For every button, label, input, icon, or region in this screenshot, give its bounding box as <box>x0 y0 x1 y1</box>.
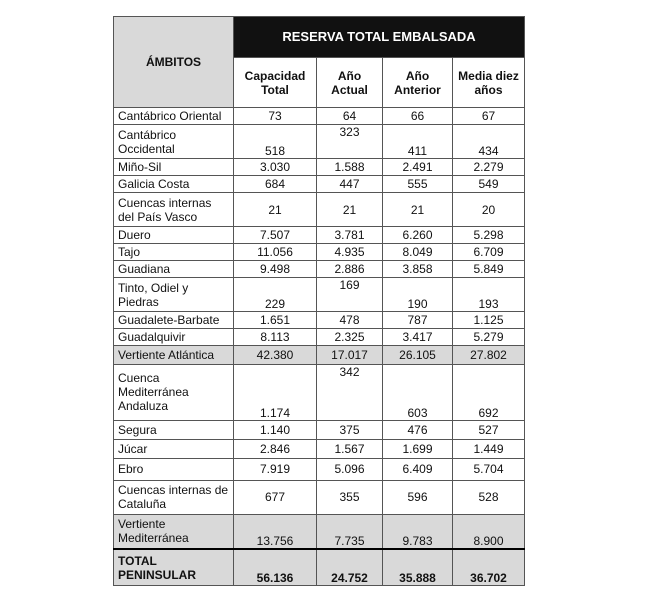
cell-actual: 17.017 <box>317 346 383 364</box>
cell-anterior: 8.049 <box>383 244 453 261</box>
cell-actual: 375 <box>317 420 383 439</box>
cell-capacidad: 11.056 <box>234 244 317 261</box>
cell-media: 8.900 <box>453 514 525 549</box>
header-ambitos: ÁMBITOS <box>114 17 234 108</box>
cell-anterior: 6.409 <box>383 459 453 480</box>
row-name: Ebro <box>114 459 234 480</box>
cell-actual: 64 <box>317 108 383 125</box>
cell-actual: 355 <box>317 480 383 514</box>
row-name: Tinto, Odiel y Piedras <box>114 278 234 312</box>
cell-anterior: 2.491 <box>383 159 453 176</box>
row-name: Cuencas internas del País Vasco <box>114 193 234 227</box>
cell-actual: 3.781 <box>317 227 383 244</box>
cell-media: 5.704 <box>453 459 525 480</box>
total-actual: 24.752 <box>317 549 383 585</box>
cell-anterior: 6.260 <box>383 227 453 244</box>
cell-media: 5.279 <box>453 329 525 346</box>
cell-media: 434 <box>453 125 525 159</box>
header-media-diez-anos: Media diez años <box>453 58 525 108</box>
cell-capacidad: 7.919 <box>234 459 317 480</box>
cell-anterior: 411 <box>383 125 453 159</box>
cell-actual: 7.735 <box>317 514 383 549</box>
cell-media: 20 <box>453 193 525 227</box>
cell-media: 193 <box>453 278 525 312</box>
row-name: Cuenca Mediterránea Andaluza <box>114 364 234 420</box>
subtotal-row <box>114 514 525 549</box>
cell-media: 692 <box>453 364 525 420</box>
table-row <box>114 364 525 420</box>
cell-capacidad: 684 <box>234 176 317 193</box>
row-name: Segura <box>114 420 234 439</box>
cell-anterior: 3.417 <box>383 329 453 346</box>
row-name: Miño-Sil <box>114 159 234 176</box>
cell-capacidad: 13.756 <box>234 514 317 549</box>
table-row <box>114 278 525 312</box>
cell-capacidad: 21 <box>234 193 317 227</box>
total-anterior: 35.888 <box>383 549 453 585</box>
table-row <box>114 420 525 439</box>
cell-capacidad: 1.174 <box>234 364 317 420</box>
table-row <box>114 108 525 125</box>
cell-anterior: 190 <box>383 278 453 312</box>
row-name: Vertiente Mediterránea <box>114 514 234 549</box>
header-ano-anterior: Año Anterior <box>383 58 453 108</box>
table-row <box>114 125 525 159</box>
cell-anterior: 596 <box>383 480 453 514</box>
cell-actual: 478 <box>317 312 383 329</box>
cell-media: 528 <box>453 480 525 514</box>
cell-actual: 5.096 <box>317 459 383 480</box>
cell-capacidad: 2.846 <box>234 440 317 459</box>
row-name: Cantábrico Occidental <box>114 125 234 159</box>
cell-anterior: 555 <box>383 176 453 193</box>
row-name: Tajo <box>114 244 234 261</box>
row-name: Guadalete-Barbate <box>114 312 234 329</box>
cell-anterior: 603 <box>383 364 453 420</box>
row-name: Júcar <box>114 440 234 459</box>
cell-media: 1.449 <box>453 440 525 459</box>
subtotal-row <box>114 346 525 364</box>
cell-actual: 4.935 <box>317 244 383 261</box>
cell-media: 549 <box>453 176 525 193</box>
cell-actual: 2.325 <box>317 329 383 346</box>
cell-anterior: 66 <box>383 108 453 125</box>
table-row <box>114 261 525 278</box>
cell-media: 67 <box>453 108 525 125</box>
total-label: TOTAL PENINSULAR <box>114 549 234 585</box>
cell-actual: 342 <box>317 364 383 420</box>
cell-actual: 1.567 <box>317 440 383 459</box>
cell-anterior: 476 <box>383 420 453 439</box>
cell-media: 27.802 <box>453 346 525 364</box>
reservoir-table <box>113 16 525 586</box>
row-name: Galicia Costa <box>114 176 234 193</box>
cell-actual: 447 <box>317 176 383 193</box>
reservoir-table-container <box>113 16 524 586</box>
cell-capacidad: 7.507 <box>234 227 317 244</box>
total-row <box>114 549 525 585</box>
table-row <box>114 193 525 227</box>
table-row <box>114 244 525 261</box>
row-name: Cuencas internas de Cataluña <box>114 480 234 514</box>
total-media: 36.702 <box>453 549 525 585</box>
table-row <box>114 227 525 244</box>
cell-anterior: 9.783 <box>383 514 453 549</box>
cell-capacidad: 42.380 <box>234 346 317 364</box>
row-name: Guadiana <box>114 261 234 278</box>
cell-capacidad: 1.140 <box>234 420 317 439</box>
total-capacidad: 56.136 <box>234 549 317 585</box>
cell-actual: 1.588 <box>317 159 383 176</box>
cell-media: 6.709 <box>453 244 525 261</box>
cell-capacidad: 9.498 <box>234 261 317 278</box>
cell-capacidad: 1.651 <box>234 312 317 329</box>
table-row <box>114 329 525 346</box>
table-row <box>114 459 525 480</box>
cell-media: 5.298 <box>453 227 525 244</box>
cell-anterior: 1.699 <box>383 440 453 459</box>
cell-media: 2.279 <box>453 159 525 176</box>
row-name: Duero <box>114 227 234 244</box>
header-reserva-total: RESERVA TOTAL EMBALSADA <box>234 17 525 58</box>
table-row <box>114 159 525 176</box>
cell-anterior: 26.105 <box>383 346 453 364</box>
table-row <box>114 440 525 459</box>
header-capacidad-total: Capacidad Total <box>234 58 317 108</box>
row-name: Cantábrico Oriental <box>114 108 234 125</box>
cell-media: 527 <box>453 420 525 439</box>
cell-media: 1.125 <box>453 312 525 329</box>
cell-actual: 323 <box>317 125 383 159</box>
table-row <box>114 480 525 514</box>
row-name: Vertiente Atlántica <box>114 346 234 364</box>
cell-capacidad: 73 <box>234 108 317 125</box>
table-row <box>114 312 525 329</box>
row-name: Guadalquivir <box>114 329 234 346</box>
cell-media: 5.849 <box>453 261 525 278</box>
table-row <box>114 176 525 193</box>
cell-actual: 21 <box>317 193 383 227</box>
header-ano-actual: Año Actual <box>317 58 383 108</box>
cell-actual: 2.886 <box>317 261 383 278</box>
cell-capacidad: 229 <box>234 278 317 312</box>
cell-anterior: 787 <box>383 312 453 329</box>
cell-capacidad: 8.113 <box>234 329 317 346</box>
cell-capacidad: 677 <box>234 480 317 514</box>
cell-actual: 169 <box>317 278 383 312</box>
cell-anterior: 21 <box>383 193 453 227</box>
cell-capacidad: 518 <box>234 125 317 159</box>
cell-anterior: 3.858 <box>383 261 453 278</box>
cell-capacidad: 3.030 <box>234 159 317 176</box>
